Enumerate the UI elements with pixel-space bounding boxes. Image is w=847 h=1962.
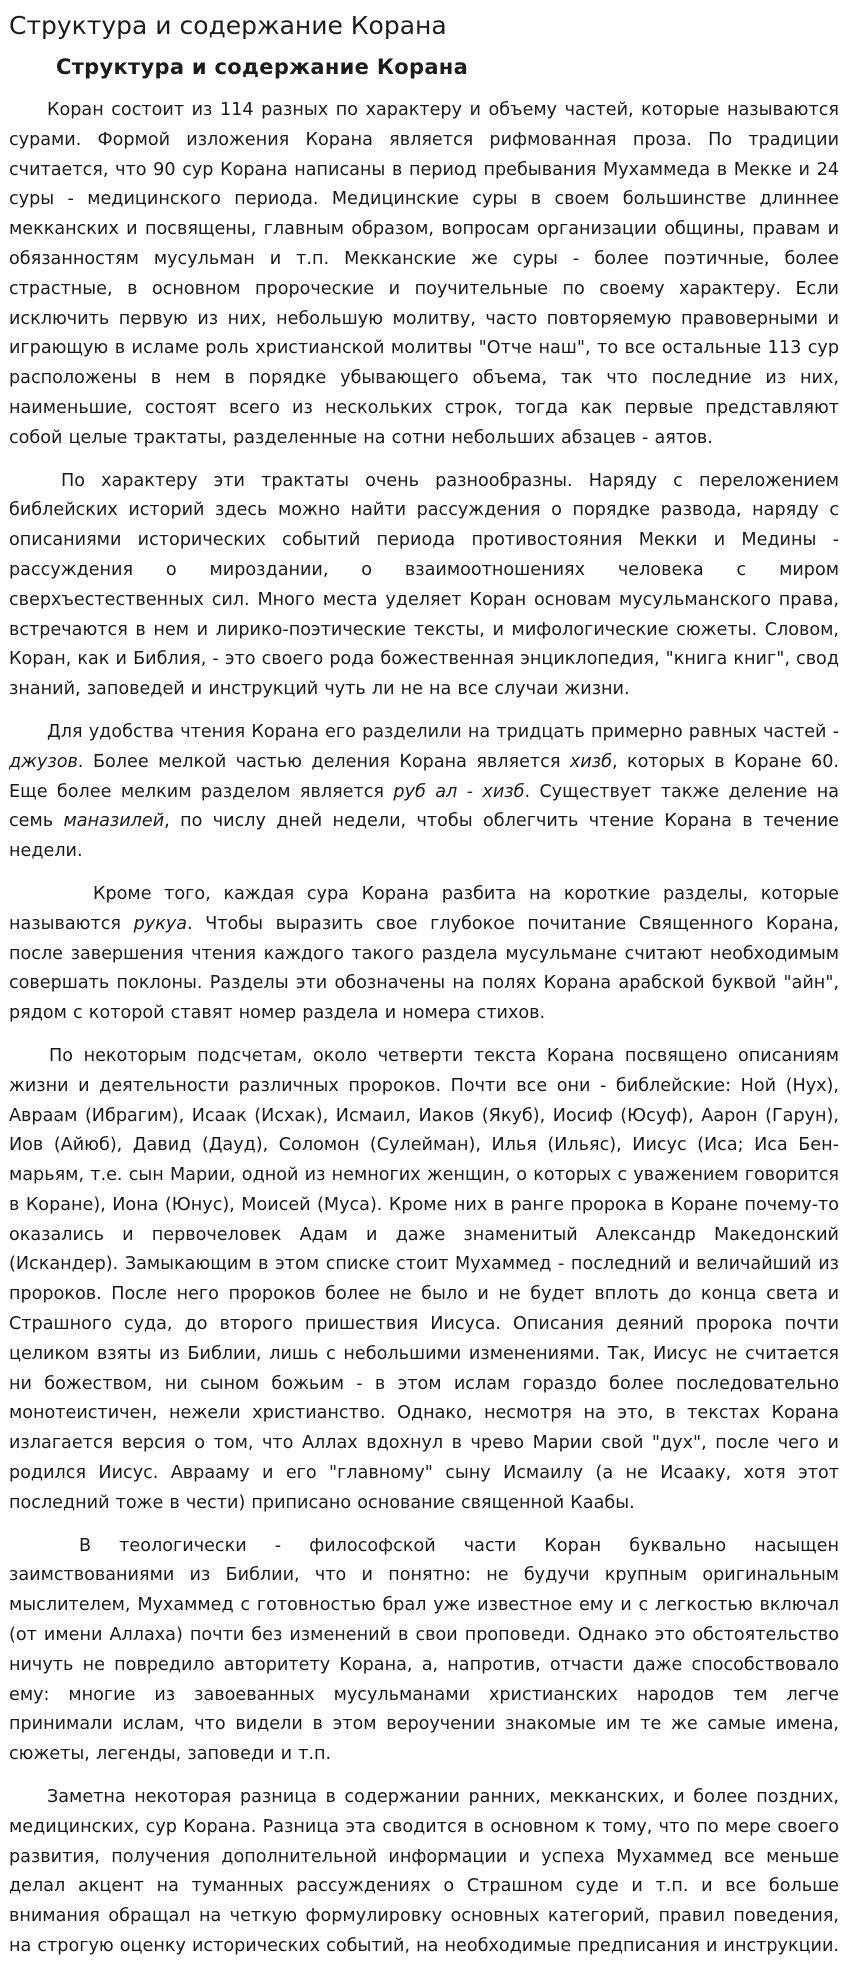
body-paragraph [9,1783,839,1962]
paragraph-text: . Чтобы выразить свое глубокое почитание Священного Корана, после завершения чтения каждого такого раздела мусульмане считают необходимым совершать поклоны. Разделы эти обозначены на полях Корана арабской буквой "айн", рядом с которой ставят номер раздела и номера стихов. [9,913,839,1024]
paragraph-text: По характеру эти трактаты очень разнообразны. Наряду с переложением библейских историй здесь можно найти рассуждения о порядке развода, наряду с описаниями исторических событий периода противостояния Мекки и Медины - рассуждения о мироздании, о взаимоотношениях человека с миром сверхъестественных сил. Много места уделяет Коран основам мусульманского права, встречаются в нем и лирико-поэтические тексты, и мифологические сюжеты. Словом, Коран, как и Библия, - это своего рода божественная энциклопедия, "книга книг", свод знаний, заповедей и инструкций чуть ли не на все случаи жизни. [9,470,839,700]
paragraph-text: Коран состоит из 114 разных по характеру и объему частей, которые называются сурами. Формой изложения Корана является рифмованная проза. По традиции считается, что 90 сур Корана написаны в период пребывания Мухаммеда в Мекке и 24 суры - медицинского периода. Медицинские суры в своем большинстве длиннее мекканских и посвящены, главным образом, вопросам организации общины, правам и обязанностям мусульман и т.п. Мекканские же суры - более поэтичные, более страстные, в основном пророческие и поучительные по своему характеру. Если исключить первую из них, небольшую молитву, часто повторяемую правоверными и играющую в исламе роль христианской молитвы "Отче наш", то все остальные 113 сур расположены в нем в порядке убывающего объема, так что последние из них, наименьшие, состоят всего из нескольких строк, тогда как первые представляют собой целые трактаты, разделенные на сотни небольших абзацев - аятов. [9,100,839,448]
body-paragraph [9,96,839,454]
paragraph-text: В теологически - философской части Коран буквально насыщен заимствованиями из Библии, что и понятно: не будучи крупным оригинальным мыслителем, Мухаммед с готовностью брал уже известное ему и с легкостью включал (от имени Аллаха) почти без изменений в свои проповеди. Однако это обстоятельство ничуть не повредило авторитету Корана, а, напротив, отчасти даже способствовало ему: многие из завоеванных мусульманами христианских народов тем легче принимали ислам, что видели в этом вероучении знакомые им те же самые имена, сюжеты, легенды, заповеди и т.п. [9,1535,839,1765]
italic-term: маназилей [63,811,165,832]
page-title: Структура и содержание Корана [9,11,447,40]
document-body [9,96,839,1962]
body-paragraph [9,880,839,1029]
paragraph-text: . Более мелкой частью деления Корана является [77,751,570,772]
italic-term: джузов [9,751,78,772]
document-heading: Структура и содержание Корана [56,55,469,79]
italic-term: руб ал - хизб [393,781,525,802]
paragraph-text: Заметна некоторая разница в содержании ранних, мекканских, и более поздних, медицинских, сур Корана. Разница эта сводится в основном к тому, что по мере своего развития, получения дополнительной информации и успеха Мухаммед все меньше делал акцент на туманных рассуждениях о Страшном суде и т.п. и все больше внимания обращал на четкую формулировку основных категорий, правил поведения, на строгую оценку исторических событий, на необходимые предписания и инструкции. [9,1787,840,1957]
paragraph-text: , которых в Коране 60. Еще более мелким разделом является [9,751,840,802]
body-paragraph [9,718,839,867]
paragraph-text: , по числу дней недели, чтобы облегчить чтение Корана в течение недели. [9,811,840,862]
italic-term: хизб [569,751,612,772]
paragraph-text: По некоторым подсчетам, около четверти текста Корана посвящено описаниям жизни и деятельности различных пророков. Почти все они - библейские: Ной (Нух), Авраам (Ибрагим), Исаак (Исхак), Исмаил, Иаков (Якуб), Иосиф (Юсуф), Аарон (Гарун), Иов (Айюб), Давид (Дауд), Соломон (Сулейман), Илья (Ильяс), Иисус (Иса; Иса Бен-марьям, т.е. сын Марии, одной из немногих женщин, о которых с уважением говорится в Коране), Иона (Юнус), Моисей (Муса). Кроме них в ранге пророка в Коране почему-то оказались и первочеловек Адам и даже знаменитый Александр Македонский (Искандер). Замыкающим в этом списке стоит Мухаммед - последний и величайший из пророков. После него пророков более не было и не будет вплоть до конца света и Страшного суда, до второго пришествия Иисуса. Описания деяний пророка почти целиком взяты из Библии, лишь с небольшими изменениями. Так, Иисус не считается ни божеством, ни сыном божьим - в этом ислам гораздо более последовательно монотеистичен, нежели христианство. Однако, несмотря на это, в текстах Корана излагается версия о том, что Аллах вдохнул в чрево Марии свой "дух", после чего и родился Иисус. Аврааму и его "главному" сыну Исмаилу (а не Исааку, хотя этот последний тоже в чести) приписано основание священной Каабы. [9,1045,839,1513]
paragraph-text: . Существует также деление на семь [9,781,839,832]
body-paragraph [9,1042,839,1519]
body-paragraph [9,467,839,705]
paragraph-text: Кроме того, каждая сура Корана разбита на короткие разделы, которые называются [9,883,839,934]
italic-term: рукуа [133,913,188,934]
paragraph-text: Для удобства чтения Корана его разделили на тридцать примерно равных частей - [47,721,839,742]
body-paragraph [9,1532,839,1770]
